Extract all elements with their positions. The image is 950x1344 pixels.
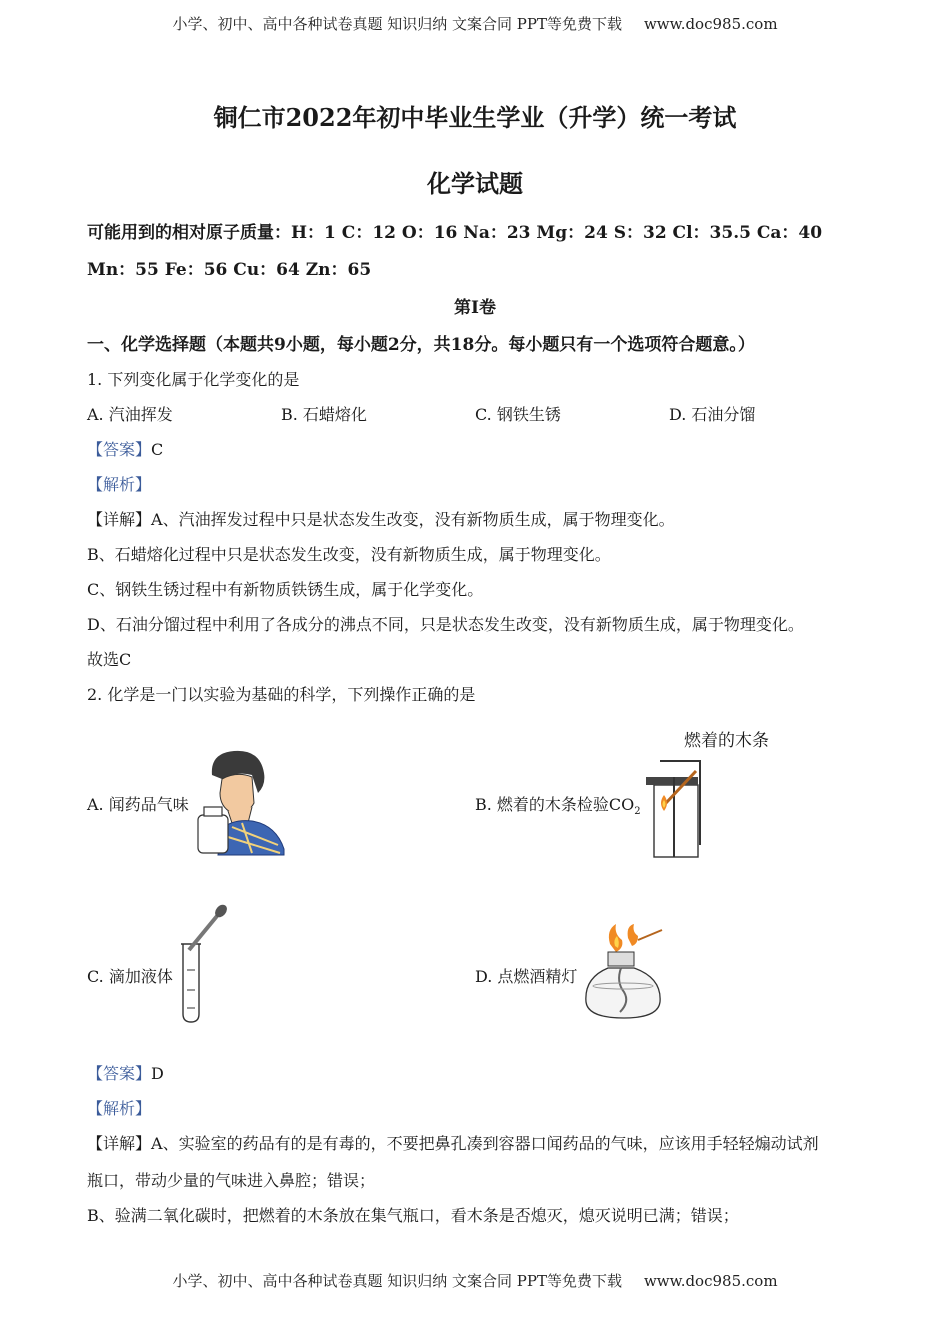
q2-detail-a-1: A、实验室的药品有的是有毒的，不要把鼻孔凑到容器口闻药品的气味，应该用手轻轻煽动试剂 bbox=[151, 1134, 819, 1153]
q2-option-a: A. 闻药品气味 bbox=[87, 795, 189, 814]
header-site-link[interactable]: www.doc985.com bbox=[643, 15, 778, 33]
q2-option-c: C. 滴加液体 bbox=[87, 967, 173, 986]
q2-analysis-tag: 【解析】 bbox=[87, 1099, 152, 1118]
footer-text: 小学、初中、高中各种试卷真题 知识归纳 文案合同 PPT等免费下载 bbox=[172, 1272, 622, 1290]
q1-option-d: D. 石油分馏 bbox=[669, 405, 756, 424]
q2-stem: 2. 化学是一门以实验为基础的科学，下列操作正确的是 bbox=[87, 685, 476, 704]
q1-detail-b: B、石蜡熔化过程中只是状态发生改变，没有新物质生成，属于物理变化。 bbox=[87, 545, 611, 564]
q2-detail-b: B、验满二氧化碳时，把燃着的木条放在集气瓶口，看木条是否熄灭，熄灭说明已满；错误； bbox=[87, 1206, 739, 1225]
q2-answer-tag: 【答案】 bbox=[87, 1064, 152, 1083]
q1-detail-c: C、钢铁生锈过程中有新物质铁锈生成，属于化学变化。 bbox=[87, 580, 484, 599]
exam-subtitle: 化学试题 bbox=[427, 169, 523, 198]
q2-detail-a-line-2: 瓶口，带动少量的气味进入鼻腔；错误； bbox=[87, 1171, 376, 1190]
page-footer bbox=[0, 1270, 950, 1291]
q1-option-a: A. 汽油挥发 bbox=[87, 405, 173, 424]
exam-title: 铜仁市2022年初中毕业生学业（升学）统一考试 bbox=[213, 103, 737, 132]
gas-jar-with-splint-illustration bbox=[640, 755, 710, 860]
q2-answer: D bbox=[151, 1064, 164, 1083]
atomic-mass-line-2: Mn：55 Fe：56 Cu：64 Zn：65 bbox=[87, 260, 372, 280]
q2-answer-line bbox=[87, 1061, 164, 1084]
q1-option-b: B. 石蜡熔化 bbox=[281, 405, 367, 424]
q1-conclusion: 故选C bbox=[87, 650, 132, 669]
q1-option-c: C. 钢铁生锈 bbox=[475, 405, 561, 424]
page-header bbox=[0, 13, 950, 34]
q1-detail-a-line bbox=[87, 507, 675, 530]
q1-analysis-tag: 【解析】 bbox=[87, 475, 152, 494]
q1-answer-line bbox=[87, 437, 163, 460]
dropper-test-tube-illustration bbox=[175, 900, 235, 1025]
alcohol-lamp-illustration bbox=[580, 922, 670, 1024]
q1-detail-a: A、汽油挥发过程中只是状态发生改变，没有新物质生成，属于物理变化。 bbox=[151, 510, 675, 529]
person-smelling-illustration bbox=[192, 745, 292, 857]
q2-detail-tag: 【详解】 bbox=[87, 1134, 152, 1153]
q2-option-b-text: B. 燃着的木条检验CO bbox=[475, 795, 635, 814]
q2-option-b-subscript: 2 bbox=[634, 806, 641, 818]
q1-stem: 1. 下列变化属于化学变化的是 bbox=[87, 370, 300, 389]
volume-label: 第I卷 bbox=[454, 298, 496, 318]
footer-site-link[interactable]: www.doc985.com bbox=[643, 1272, 778, 1290]
q2-b-figure-label: 燃着的木条 bbox=[684, 731, 769, 751]
q1-answer-tag: 【答案】 bbox=[87, 440, 152, 459]
q1-detail-d: D、石油分馏过程中利用了各成分的沸点不同，只是状态发生改变，没有新物质生成，属于物理变化。 bbox=[87, 615, 804, 634]
header-text: 小学、初中、高中各种试卷真题 知识归纳 文案合同 PPT等免费下载 bbox=[172, 15, 622, 33]
q2-option-d: D. 点燃酒精灯 bbox=[475, 967, 578, 986]
q1-answer: C bbox=[151, 440, 164, 459]
q2-detail-a-line-1 bbox=[87, 1131, 819, 1154]
atomic-mass-line-1: 可能用到的相对原子质量：H：1 C：12 O：16 Na：23 Mg：24 S：32 Cl：35.5 Ca：40 bbox=[87, 223, 823, 243]
section-title: 一、化学选择题（本题共9小题，每小题2分，共18分。每小题只有一个选项符合题意。） bbox=[87, 335, 755, 355]
q2-option-b bbox=[475, 792, 641, 817]
q1-detail-tag: 【详解】 bbox=[87, 510, 152, 529]
